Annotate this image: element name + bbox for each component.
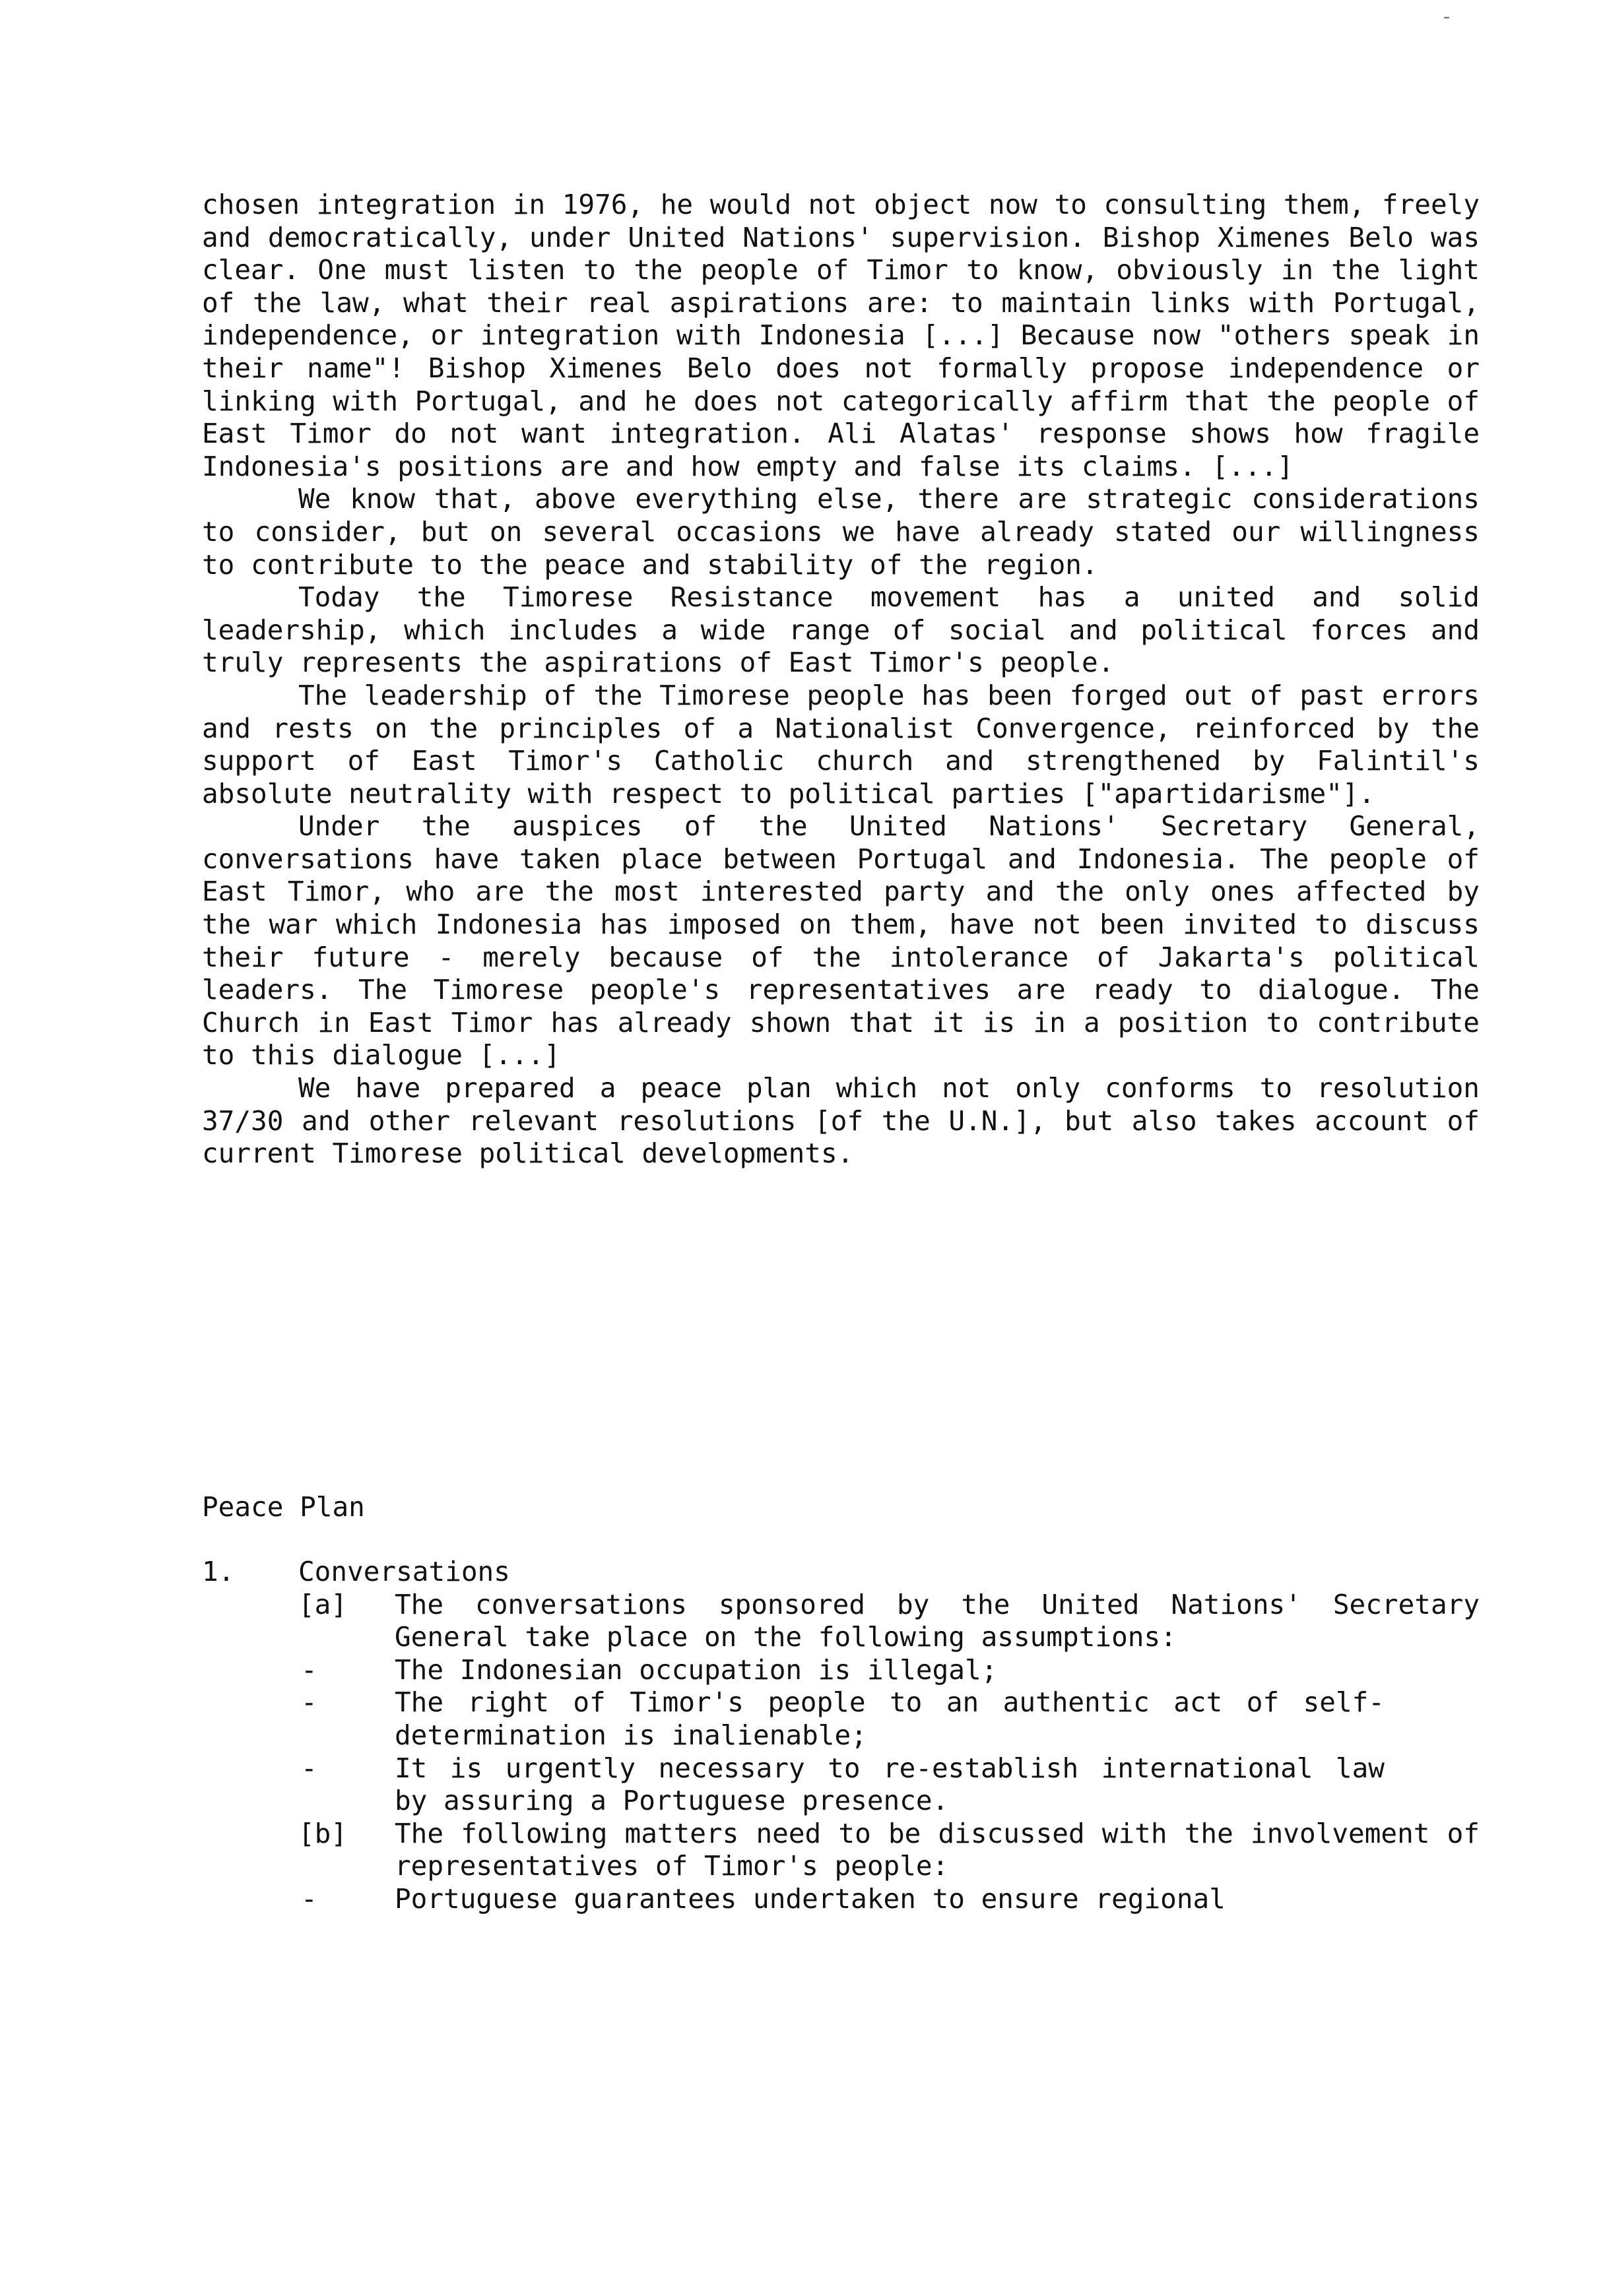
paragraph-4: The leadership of the Timorese people has been forged out of past errors and rests on the principles of a Nationalist Convergence, reinforced by the support of East Timor's Catholic church and strengthened by Falintil's absolute neutrality with respect to political parties ["apartidarisme"].	[202, 679, 1480, 810]
bullet-item	[298, 1883, 1480, 1916]
body-text	[202, 189, 1480, 1170]
peace-plan-list	[202, 1556, 1480, 1916]
paragraph-1: chosen integration in 1976, he would not object now to consulting them, freely and democratically, under United Nations' supervision. Bishop Ximenes Belo was clear. One must listen to the people of Timor to know, obviously in the light of the law, what their real aspirations are: to maintain links with Portugal, independence, or integration with Indonesia [...] Because now "others speak in their name"! Bishop Ximenes Belo does not formally propose independence or linking with Portugal, and he does not categorically affirm that the people of East Timor do not want integration. Ali Alatas' response shows how fragile Indonesia's positions are and how empty and false its claims. [...]	[202, 189, 1480, 482]
corner-mark: -	[1441, 5, 1453, 28]
sub-item-a-text: The conversations sponsored by the United Nations' Secretary General take place on the following assumptions:	[395, 1588, 1480, 1653]
bullet-item	[298, 1654, 1480, 1687]
sub-item-b	[298, 1818, 1480, 1883]
sub-item-b-label: [b]	[298, 1817, 348, 1849]
bullet-text: Portuguese guarantees undertaken to ensure regional	[395, 1882, 1226, 1915]
sub-item-a	[298, 1589, 1480, 1654]
section-number: 1.	[202, 1556, 235, 1587]
section-content	[298, 1556, 1480, 1916]
paragraph-5: Under the auspices of the United Nations' Secretary General, conversations have taken place between Portugal and Indonesia. The people of East Timor, who are the most interested party and the only ones affected by the war which Indonesia has imposed on them, have not been invited to discuss their future - merely because of the intolerance of Jakarta's political leaders. The Timorese people's representatives are ready to dialogue. The Church in East Timor has already shown that it is in a position to contribute to this dialogue [...]	[202, 810, 1480, 1071]
bullet-item	[298, 1752, 1480, 1818]
bullet-text: The Indonesian occupation is illegal;	[395, 1653, 998, 1686]
bullet-dash: -	[301, 1653, 317, 1686]
plan-section-1	[202, 1556, 1480, 1916]
sub-item-b-text: The following matters need to be discussed with the involvement of representatives of Timor's people:	[395, 1817, 1480, 1882]
bullet-dash: -	[301, 1686, 317, 1719]
paragraph-2: We know that, above everything else, there are strategic considerations to consider, but on several occasions we have already stated our willingness to contribute to the peace and stability of the region.	[202, 483, 1480, 581]
section-title: Conversations	[298, 1556, 510, 1587]
sub-item-a-label: [a]	[298, 1588, 348, 1620]
bullet-text: It is urgently necessary to re-establish international law by assuring a Portuguese presence.	[395, 1752, 1385, 1817]
paragraph-6: We have prepared a peace plan which not only conforms to resolution 37/30 and other relevant resolutions [of the U.N.], but also takes account of current Timorese political developments.	[202, 1072, 1480, 1170]
peace-plan-heading: Peace Plan	[202, 1491, 365, 1523]
bullet-item	[298, 1686, 1480, 1752]
paragraph-3: Today the Timorese Resistance movement has a united and solid leadership, which includes a wide range of social and political forces and truly represents the aspirations of East Timor's people.	[202, 581, 1480, 679]
bullet-dash: -	[301, 1882, 317, 1915]
bullet-text: The right of Timor's people to an authentic act of self-determination is inalienable;	[395, 1686, 1385, 1751]
bullet-dash: -	[301, 1752, 317, 1784]
